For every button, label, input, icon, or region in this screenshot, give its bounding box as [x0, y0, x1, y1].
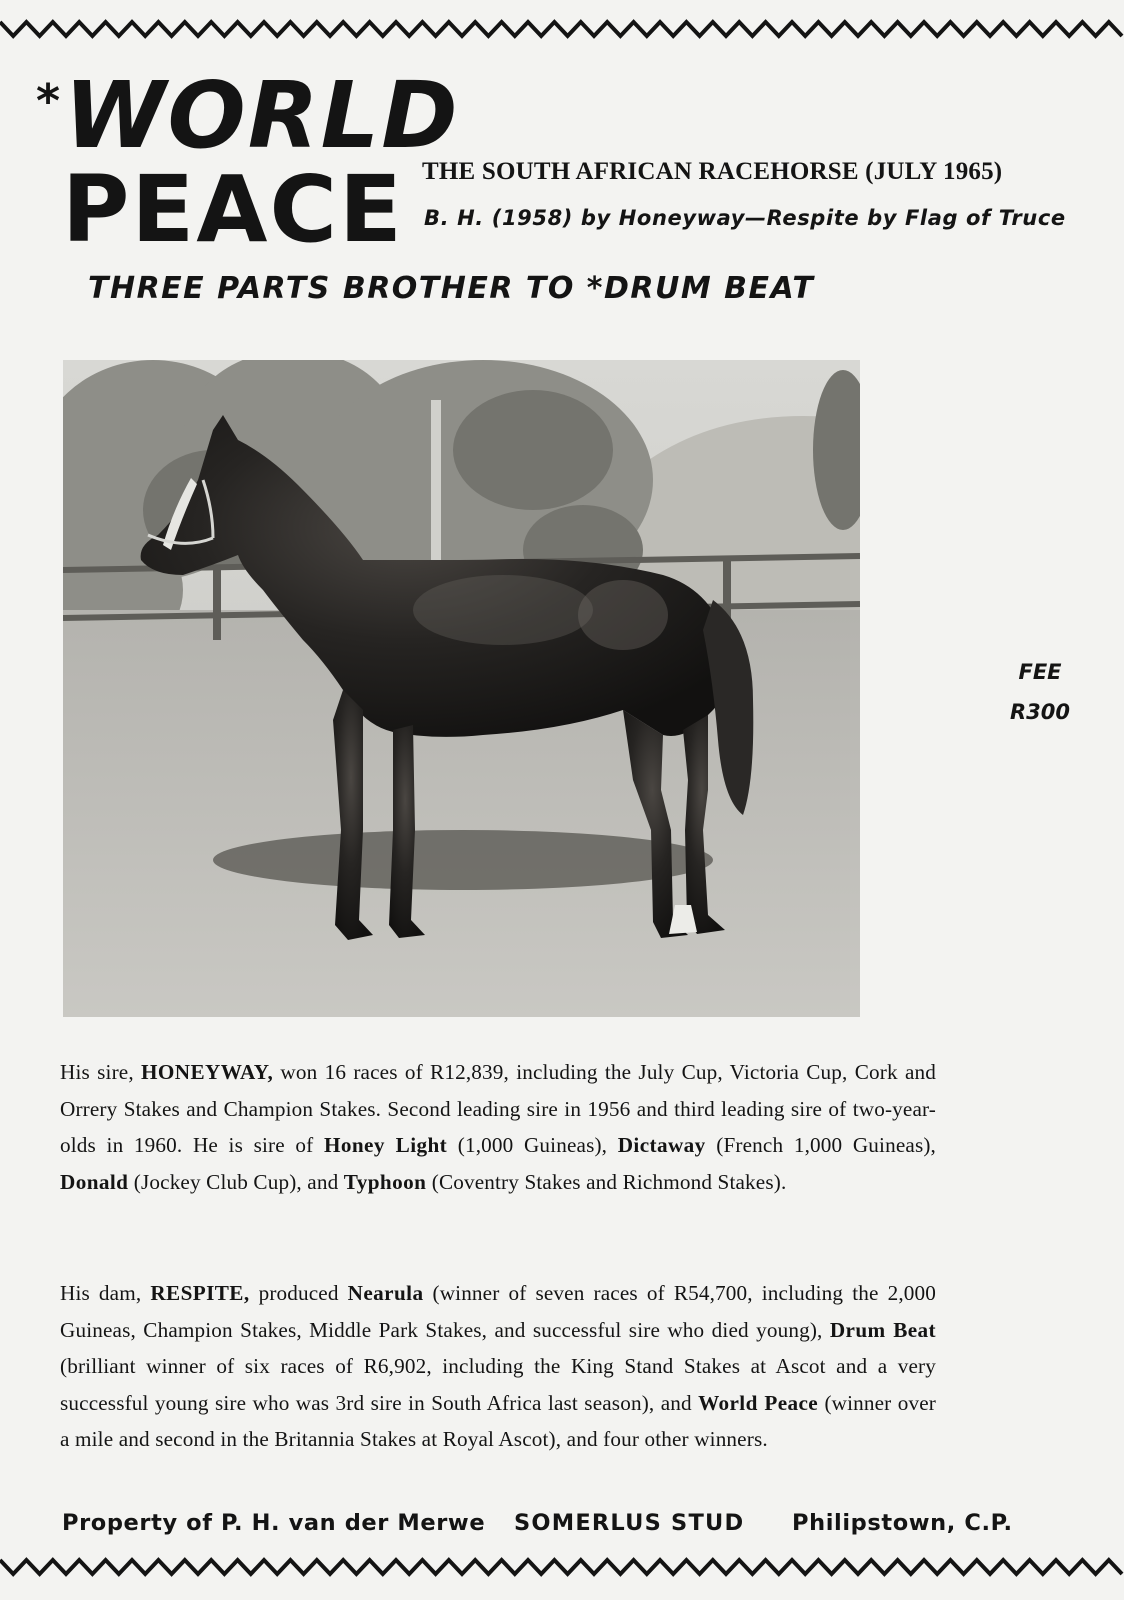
title-line-1 [36, 62, 460, 169]
para1-run-1: HONEYWAY, [141, 1060, 274, 1084]
para2-run-1: RESPITE, [150, 1281, 250, 1305]
para2-run-8: (winner over a mile and second in the Britannia Stakes at Royal Ascot), and four other winners. [60, 1390, 936, 1452]
para2-run-5: Drum Beat [829, 1317, 936, 1342]
para1-run-0: His sire, [60, 1060, 142, 1084]
fee-label: FEE [1018, 660, 1062, 684]
para1-run-3: Honey Light [323, 1133, 448, 1158]
para2-run-3: Nearula [347, 1281, 424, 1305]
dam-paragraph [60, 1275, 936, 1458]
para2-run-4: (winner of seven races of R54,700, including the 2,000 Guineas, Champion Stakes, Middle Park Stakes, and successful sire who died young), [60, 1281, 936, 1342]
para1-run-4: (1,000 Guineas), [447, 1133, 618, 1158]
para1-run-9: Typhoon [343, 1169, 427, 1194]
horse-photograph [63, 360, 860, 1017]
para1-run-2: won 16 races of R12,839, including the July Cup, Victoria Cup, Cork and Orrery Stakes and Champion Stakes. Second leading sire in 1956 and third leading sire of two-year-olds in 1960. He is sire of [60, 1060, 937, 1158]
sire-paragraph [60, 1054, 936, 1200]
para1-run-8: (Jockey Club Cup), and [128, 1169, 344, 1194]
para1-run-6: (French 1,000 Guineas), [705, 1133, 936, 1158]
title-line-2: PEACE [62, 156, 404, 263]
para1-run-5: Dictaway [617, 1133, 706, 1158]
source-publication: THE SOUTH AFRICAN RACEHORSE (JULY 1965) [422, 158, 1003, 185]
para2-run-7: World Peace [698, 1390, 819, 1415]
pedigree-line: B. H. (1958) by Honeyway—Respite by Flag of Truce [424, 206, 1066, 230]
bottom-zigzag-border [0, 1556, 1124, 1578]
stud-fee [1010, 652, 1070, 732]
para2-run-6: (brilliant winner of six races of R6,902, including the King Stand Stakes at Ascot and a very successful young sire who was 3rd sire in South Africa last season), and [60, 1354, 936, 1415]
title-word-world: WORLD [64, 62, 460, 169]
para2-run-0: His dam, [60, 1281, 151, 1305]
para2-run-2: produced [249, 1281, 348, 1305]
title-asterisk: * [36, 74, 63, 128]
footer-stud: SOMERLUS STUD [514, 1510, 745, 1536]
para1-run-7: Donald [60, 1169, 129, 1194]
footer-owner: Property of P. H. van der Merwe [62, 1510, 486, 1536]
para1-run-10: (Coventry Stakes and Richmond Stakes). [426, 1169, 787, 1194]
top-zigzag-border [0, 18, 1124, 40]
fee-value: R300 [1010, 700, 1071, 724]
footer-location: Philipstown, C.P. [792, 1510, 1013, 1536]
tagline: THREE PARTS BROTHER TO *DRUM BEAT [88, 271, 815, 306]
